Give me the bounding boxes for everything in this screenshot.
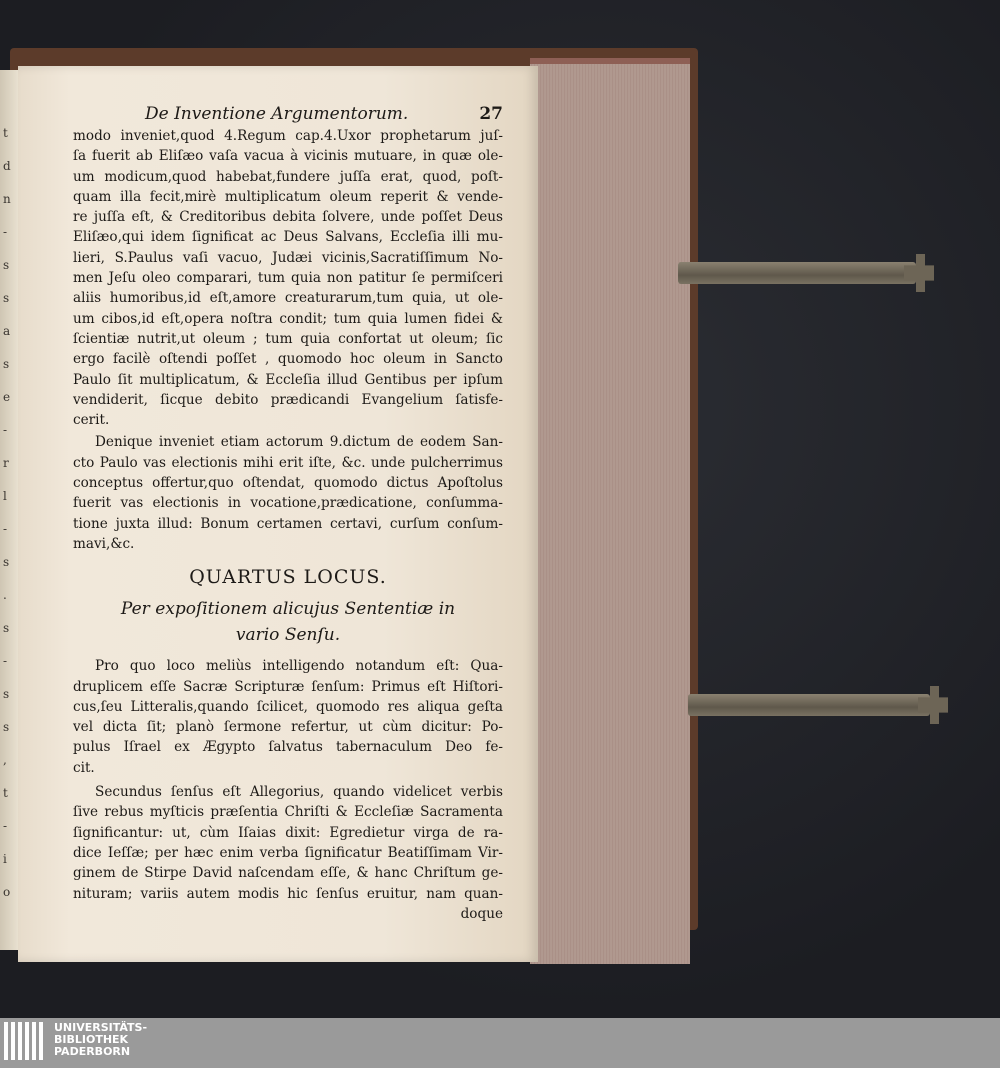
text-line: men Jeſu oleo comparari, tum quia non patitur ſe permiſceri <box>73 270 503 287</box>
library-logo-icon <box>4 1022 46 1064</box>
text-line: vendiderit, ſicque debito prædicandi Evangelium ſatisfe- <box>73 391 503 408</box>
text-line: pulus Iſrael ex Ægypto ſalvatus tabernaculum Deo fe- <box>73 739 503 756</box>
text-line: Paulo ſit multiplicatum, & Eccleſia illud Gentibus per ipſum <box>73 371 503 388</box>
margin-letter: - <box>3 522 8 536</box>
section-subheading <box>73 596 503 648</box>
text-line: druplicem eſſe Sacræ Scripturæ ſenſum: Primus eſt Hiſtori- <box>73 678 503 695</box>
margin-letter: s <box>3 687 10 701</box>
margin-letter: t <box>3 126 8 140</box>
margin-letter: - <box>3 423 8 437</box>
subheading-line-2: vario Senſu. <box>235 625 341 646</box>
margin-letter: t <box>3 786 8 800</box>
text-line: lieri, S.Paulus vaſi vacuo, Judæi vicinis,Sacratiſſimum No- <box>73 249 503 266</box>
text-line: Pro quo loco meliùs intelligendo notandum eſt: Qua- <box>95 658 503 675</box>
library-name-line-2: BIBLIOTHEK <box>54 1033 129 1046</box>
running-title: De Inventione Argumentorum. <box>145 104 409 124</box>
margin-letter: s <box>3 291 10 305</box>
text-line: um modicum,quod habebat,fundere juſſa erat, quod, poſt- <box>73 168 503 185</box>
margin-letter: - <box>3 225 8 239</box>
margin-letter: a <box>3 324 11 338</box>
library-footer <box>0 1018 1000 1068</box>
text-line: ginem de Stirpe David naſcendam eſſe, & hanc Chriſtum ge- <box>73 865 503 882</box>
text-line: cit. <box>73 759 95 776</box>
margin-letter: . <box>3 588 7 602</box>
subheading-line-1: Per expoſitionem alicujus Sententiæ in <box>120 599 456 620</box>
text-line: Secundus ſenſus eſt Allegorius, quando videlicet verbis <box>95 784 503 801</box>
paragraph-4 <box>73 782 503 904</box>
margin-letter: s <box>3 720 10 734</box>
text-line: tione juxta illud: Bonum certamen certavi, curſum conſum- <box>73 515 503 532</box>
text-line: re juſſa eſt, & Creditoribus debita ſolvere, unde poſſet Deus <box>73 209 503 226</box>
text-line: conceptus offertur,quo oſtendat, quomodo dictus Apoſtolus <box>73 475 503 492</box>
text-line: quam illa fecit,mirè multiplicatum oleum reperit & vende- <box>73 188 503 205</box>
margin-letter: - <box>3 819 8 833</box>
text-line: Eliſæo,qui idem ſignificat ac Deus Salvans, Eccleſia illi mu- <box>73 229 503 246</box>
page-text <box>73 104 503 924</box>
text-line: vel dicta ſit; planò ſermone refertur, ut cùm dicitur: Po- <box>73 719 503 736</box>
margin-letter: e <box>3 390 11 404</box>
catchword: doque <box>460 905 503 922</box>
margin-letter: s <box>3 258 10 272</box>
margin-letter: l <box>3 489 7 503</box>
text-line: cto Paulo vas electionis mihi erit iſte, &c. unde pulcherrimus <box>73 454 503 471</box>
text-line: fuerit vas electionis in vocatione,prædicatione, conſumma- <box>73 495 503 512</box>
margin-letter: s <box>3 555 10 569</box>
margin-letter: i <box>3 852 7 866</box>
text-line: cerit. <box>73 412 110 429</box>
text-line: ſignificantur: ut, cùm Iſaias dixit: Egredietur virga de ra- <box>73 824 503 841</box>
text-line: mavi,&c. <box>73 535 135 552</box>
margin-letter: d <box>3 159 11 173</box>
paragraph-3 <box>73 656 503 778</box>
text-line: um cibos,id eſt,opera noſtra condit; tum quia lumen fidei & <box>73 310 503 327</box>
text-line: ſa fuerit ab Eliſæo vaſa vacua à vicinis mutuare, in quæ ole- <box>73 148 503 165</box>
text-line: aliis humoribus,id eſt,amore creaturarum,tum quia, ut ole- <box>73 290 503 307</box>
section-heading: QUARTUS LOCUS. <box>189 566 387 589</box>
text-line: modo inveniet,quod 4.Regum cap.4.Uxor prophetarum juſ- <box>73 128 503 144</box>
margin-letter: o <box>3 885 11 899</box>
running-head <box>145 104 503 124</box>
text-line: ſive rebus myſticis præſentia Chriſti & Eccleſiæ Sacramenta <box>73 804 503 821</box>
text-line: Denique inveniet etiam actorum 9.dictum de eodem San- <box>95 434 503 451</box>
text-line: ergo facilè oſtendi poſſet , quomodo hoc oleum in Sancto <box>73 351 503 368</box>
margin-letter: r <box>3 456 9 470</box>
clasp-lower <box>688 694 930 716</box>
margin-letter: n <box>3 192 11 206</box>
book-page <box>18 66 538 962</box>
page-block-edge <box>530 58 690 964</box>
library-name-line-1: UNIVERSITÄTS- <box>54 1021 148 1034</box>
text-line: dice Ieſſæ; per hæc enim verba ſignificatur Beatiſſimam Vir- <box>73 844 503 861</box>
page-number: 27 <box>479 104 503 124</box>
margin-letter: - <box>3 654 8 668</box>
margin-letter: , <box>3 753 7 767</box>
library-name-line-3: PADERBORN <box>54 1045 131 1058</box>
library-name <box>54 1022 147 1058</box>
text-line: cus,ſeu Litteralis,quando ſcilicet, quomodo res aliqua geſta <box>73 698 503 715</box>
paragraph-2 <box>73 432 503 554</box>
clasp-upper <box>678 262 916 284</box>
paragraph-1 <box>73 126 503 430</box>
text-line: ſcientiæ nutrit,ut oleum ; tum quia confortat ut oleum; ſic <box>73 330 503 347</box>
margin-letter: s <box>3 621 10 635</box>
text-line: nituram; variis autem modis hic ſenſus eruitur, nam quan- <box>73 885 503 902</box>
margin-letter: s <box>3 357 10 371</box>
